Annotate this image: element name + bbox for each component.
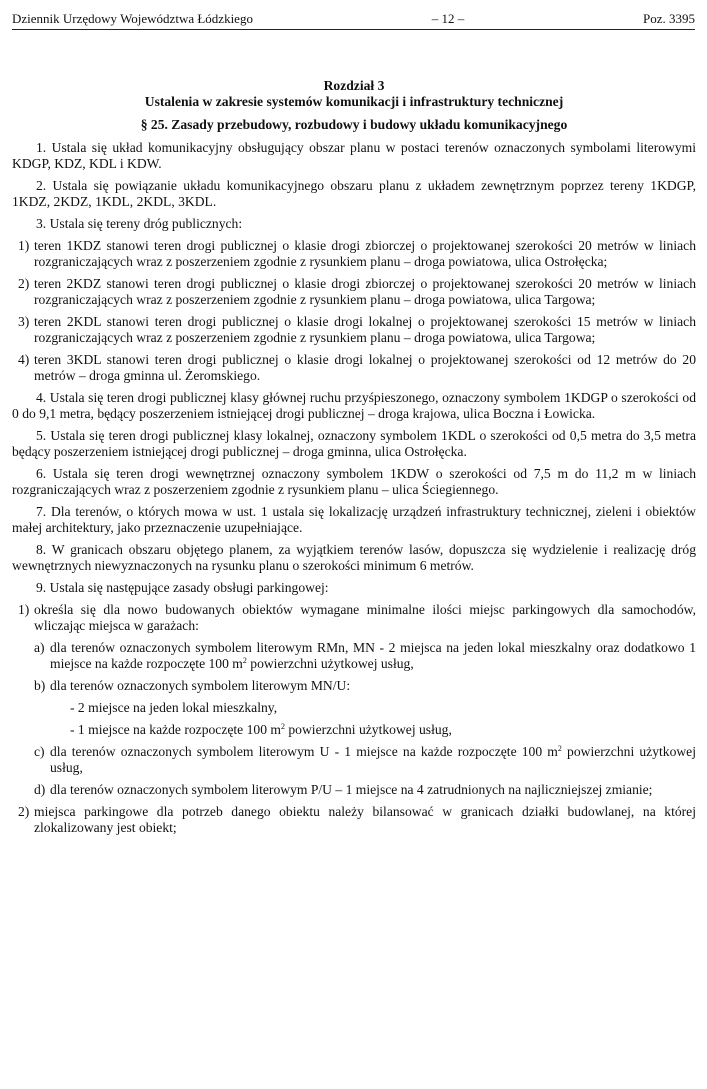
list-item-text: teren 3KDL stanowi teren drogi publicznej o klasie drogi lokalnej o projektowanej szerokości od 12 metrów do 20 metrów – droga gminna ul. Żeromskiego. xyxy=(34,352,696,383)
list-item xyxy=(12,276,696,308)
list-item xyxy=(12,602,696,634)
list-item-text: określa się dla nowo budowanych obiektów wymagane minimalne ilości miejsc parkingowych dla samochodów, wliczając miejsca w garażach: xyxy=(34,602,696,633)
sub-list-item-text: dla terenów oznaczonych symbolem literowym RMn, MN - 2 miejsca na jeden lokal mieszkalny oraz dodatkowo 1 miejsce na każde rozpoczęte 100 m xyxy=(50,640,696,671)
sub-list-item xyxy=(12,782,696,798)
superscript: 2 xyxy=(242,656,247,665)
dash-item: - 2 miejsce na jeden lokal mieszkalny, xyxy=(70,700,278,715)
sub-list-item-text-end: powierzchni użytkowej usług, xyxy=(246,656,414,671)
chapter-title: Rozdział 3 xyxy=(323,78,385,93)
sub-list-item-text: dla terenów oznaczonych symbolem literowym P/U – 1 miejsce na 4 zatrudnionych na najliczniejszej zmianie; xyxy=(50,782,653,797)
list-item xyxy=(12,314,696,346)
list-item-text: teren 1KDZ stanowi teren drogi publicznej o klasie drogi zbiorczej o projektowanej szerokości 20 metrów w liniach rozgraniczających wraz z poszerzeniem zgodnie z rysunkiem planu – droga powiatowa, ulica Ostrołęcka; xyxy=(34,238,696,269)
list-item xyxy=(12,238,696,270)
sub-list-item-text: dla terenów oznaczonych symbolem literowym MN/U: xyxy=(50,678,351,693)
paragraph-8: 8. W granicach obszaru objętego planem, za wyjątkiem terenów lasów, dopuszcza się wydzielenie i realizację dróg wewnętrznych niewyznaczonych na rysunku planu o szerokości minimum 6 metrów. xyxy=(12,542,696,573)
sub-list-item-text-end: powierzchni użytkowej usług, xyxy=(50,744,696,775)
list-item-number: 1) xyxy=(18,602,30,617)
list-item-text: teren 2KDZ stanowi teren drogi publicznej o klasie drogi zbiorczej o projektowanej szerokości 20 metrów w liniach rozgraniczających wraz z poszerzeniem zgodnie z rysunkiem planu – droga powiatowa, ulica Targowa; xyxy=(34,276,696,307)
paragraph-3: 3. Ustala się tereny dróg publicznych: xyxy=(36,216,243,231)
sub-list-item-letter: d) xyxy=(34,782,46,797)
list-item xyxy=(12,352,696,384)
sub-list-item-letter: b) xyxy=(34,678,46,693)
superscript: 2 xyxy=(280,722,285,731)
list-item-number: 4) xyxy=(18,352,30,367)
section-title: § 25. Zasady przebudowy, rozbudowy i budowy układu komunikacyjnego xyxy=(140,117,568,132)
paragraph-4: 4. Ustala się teren drogi publicznej klasy głównej ruchu przyśpieszonego, oznaczony symbolem 1KDGP o szerokości od 0 do 9,1 metra, będący poszerzeniem istniejącej drogi publicznej – droga krajowa, ulica Boczna i Łowicka. xyxy=(12,390,696,421)
list-item-text: miejsca parkingowe dla potrzeb danego obiektu należy bilansować w granicach działki budowlanej, na której zlokalizowany jest obiekt; xyxy=(34,804,696,835)
sub-list-item-text: dla terenów oznaczonych symbolem literowym U - 1 miejsce na każde rozpoczęte 100 m xyxy=(50,744,558,759)
paragraph-1: 1. Ustala się układ komunikacyjny obsługujący obszar planu w postaci terenów oznaczonych symbolami literowymi KDGP, KDZ, KDL i KDW. xyxy=(12,140,696,171)
dash-item-text: - 1 miejsce na każde rozpoczęte 100 m xyxy=(70,722,281,737)
sub-list-item xyxy=(12,640,696,672)
dash-item-text-end: powierzchni użytkowej usług, xyxy=(284,722,452,737)
paragraph-5: 5. Ustala się teren drogi publicznej klasy lokalnej, oznaczony symbolem 1KDL o szerokości od 0,5 metra do 3,5 metra będący poszerzeniem istniejącej drogi publicznej – droga gminna, ulica Ostrołęcka. xyxy=(12,428,696,459)
sub-list-item xyxy=(12,678,696,694)
paragraph-7: 7. Dla terenów, o których mowa w ust. 1 ustala się lokalizację urządzeń infrastruktury technicznej, zieleni i obiektów małej architektury, jako przeznaczenie uzupełniające. xyxy=(12,504,696,535)
sub-list-item-letter: a) xyxy=(34,640,45,655)
document-body xyxy=(12,78,696,842)
list-item-number: 1) xyxy=(18,238,30,253)
sub-list-item xyxy=(12,744,696,776)
page-header xyxy=(12,11,695,30)
paragraph-6: 6. Ustala się teren drogi wewnętrznej oznaczony symbolem 1KDW o szerokości od 7,5 m do 11,2 m w liniach rozgraniczających wraz z poszerzeniem zgodnie z rysunkiem planu – ulica Ściegiennego. xyxy=(12,466,696,497)
position-number: Poz. 3395 xyxy=(642,11,695,26)
page-number: – 12 – xyxy=(431,11,465,26)
dash-item xyxy=(12,722,696,738)
list-item-number: 2) xyxy=(18,804,30,819)
superscript: 2 xyxy=(557,744,562,753)
list-item-text: teren 2KDL stanowi teren drogi publicznej o klasie drogi lokalnej o projektowanej szerokości 15 metrów w liniach rozgraniczających wraz z poszerzeniem zgodnie z rysunkiem planu – droga powiatowa, ulica Targowa; xyxy=(34,314,696,345)
sub-list-item-letter: c) xyxy=(34,744,45,759)
list-item-number: 2) xyxy=(18,276,30,291)
list-item xyxy=(12,804,696,836)
paragraph-9: 9. Ustala się następujące zasady obsługi parkingowej: xyxy=(36,580,329,595)
list-item-number: 3) xyxy=(18,314,30,329)
journal-name: Dziennik Urzędowy Województwa Łódzkiego xyxy=(12,11,253,26)
chapter-subtitle: Ustalenia w zakresie systemów komunikacji i infrastruktury technicznej xyxy=(144,94,564,109)
paragraph-2: 2. Ustala się powiązanie układu komunikacyjnego obszaru planu z układem zewnętrznym poprzez tereny 1KDGP, 1KDZ, 2KDZ, 1KDL, 2KDL, 3KDL. xyxy=(12,178,696,209)
